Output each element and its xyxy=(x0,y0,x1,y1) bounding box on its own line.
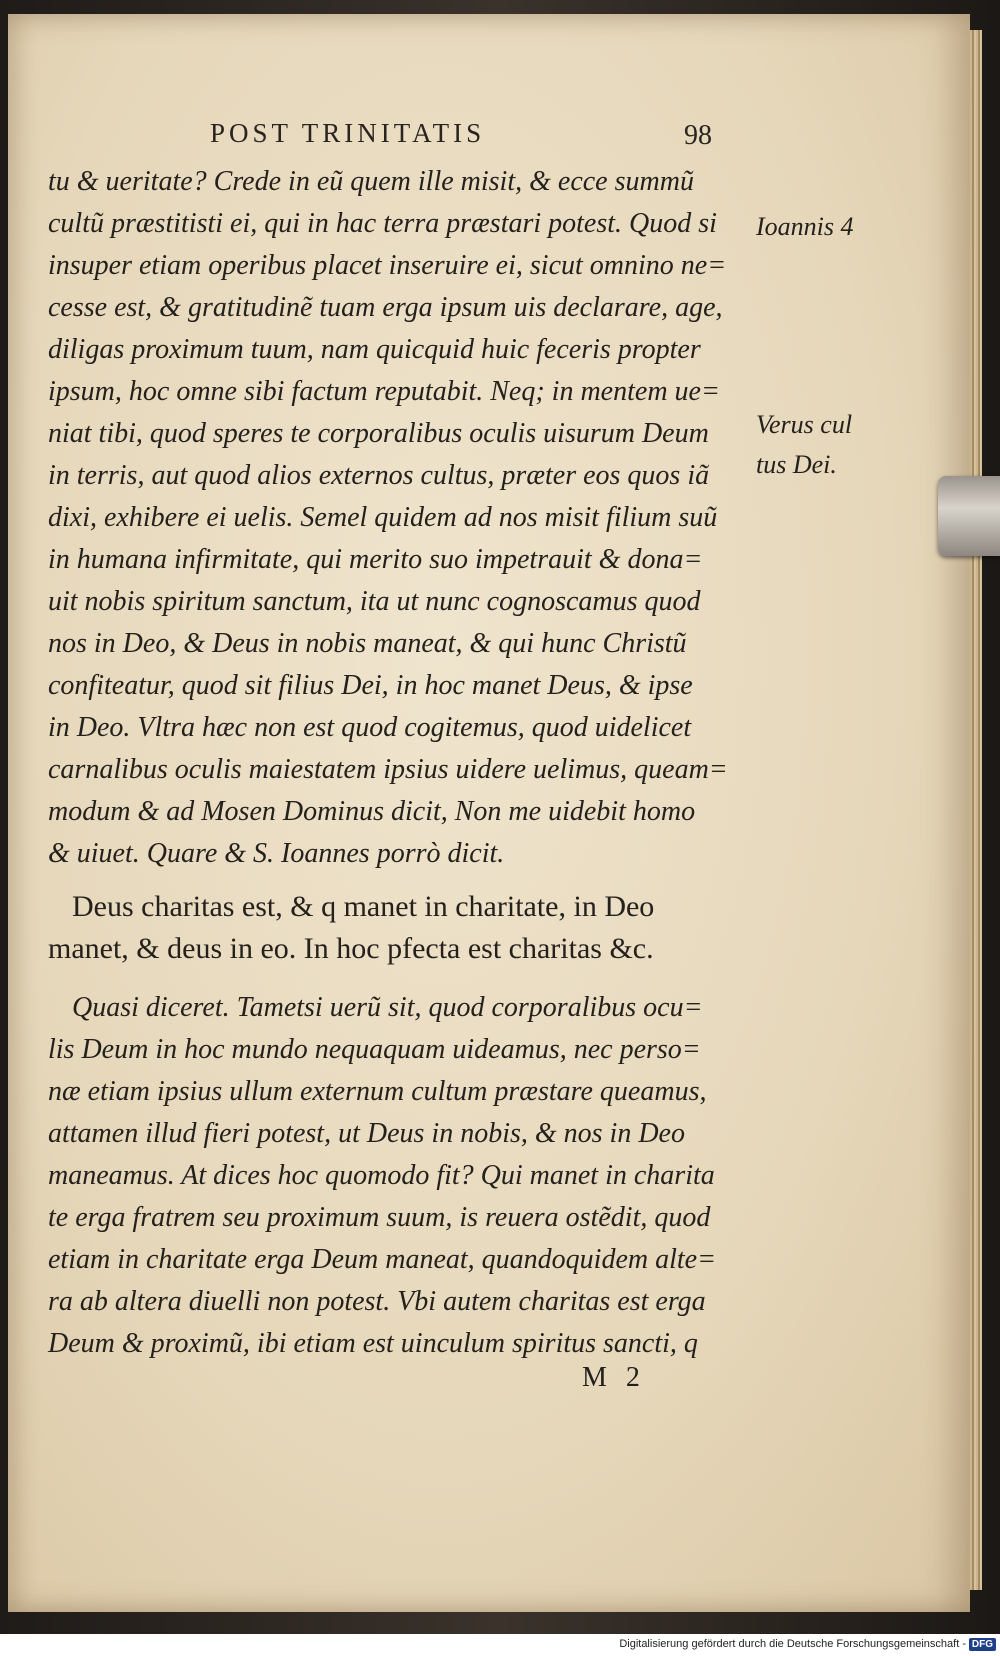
body-line: niat tibi, quod speres te corporalibus oculis uisurum Deum xyxy=(48,418,709,449)
commentary-line: te erga fratrem seu proximum suum, is reuera ostẽdit, quod xyxy=(48,1202,711,1233)
body-line: in terris, aut quod alios externos cultus, præter eos quos iã xyxy=(48,460,710,491)
body-line: & uiuet. Quare & S. Ioannes porrò dicit. xyxy=(48,838,505,869)
commentary-line: attamen illud fieri potest, ut Deus in nobis, & nos in Deo xyxy=(48,1118,685,1149)
signature-mark: M 2 xyxy=(582,1362,646,1393)
margin-note-verus-cultus-1: Verus cul xyxy=(756,410,853,439)
commentary-line: maneamus. At dices hoc quomodo fit? Qui manet in charita xyxy=(48,1160,715,1191)
scripture-line: Deus charitas est, & q manet in charitate, in Deo xyxy=(72,890,655,923)
body-line: cesse est, & gratitudinẽ tuam erga ipsum uis declarare, age, xyxy=(48,292,723,323)
running-head: POST TRINITATIS xyxy=(210,118,486,148)
body-line: insuper etiam operibus placet inseruire ei, sicut omnino ne= xyxy=(48,250,727,281)
commentary-line: ra ab altera diuelli non potest. Vbi autem charitas est erga xyxy=(48,1286,706,1317)
dfg-logo: DFG xyxy=(969,1638,996,1651)
body-line: in Deo. Vltra hæc non est quod cogitemus, quod uidelicet xyxy=(48,712,692,743)
body-line: uit nobis spiritum sanctum, ita ut nunc cognoscamus quod xyxy=(48,586,701,617)
margin-note-verus-cultus-2: tus Dei. xyxy=(756,450,837,479)
body-line: ipsum, hoc omne sibi factum reputabit. Neq; in mentem ue= xyxy=(48,376,720,407)
commentary-line: næ etiam ipsius ullum externum cultum præstare queamus, xyxy=(48,1076,707,1107)
body-line: modum & ad Mosen Dominus dicit, Non me uidebit homo xyxy=(48,796,696,827)
commentary-line: Deum & proximũ, ibi etiam est uinculum spiritus sancti, q xyxy=(48,1328,698,1359)
body-line: nos in Deo, & Deus in nobis maneat, & qui hunc Christũ xyxy=(48,628,687,659)
body-line: confiteatur, quod sit filius Dei, in hoc manet Deus, & ipse xyxy=(48,670,693,701)
commentary-line: Quasi diceret. Tametsi uerũ sit, quod corporalibus ocu= xyxy=(72,992,703,1023)
body-line: in humana infirmitate, qui merito suo impetrauit & dona= xyxy=(48,544,703,575)
margin-note-ioannis: Ioannis 4 xyxy=(756,212,854,241)
body-line: carnalibus oculis maiestatem ipsius uidere uelimus, queam= xyxy=(48,754,728,785)
commentary-line: etiam in charitate erga Deum maneat, quandoquidem alte= xyxy=(48,1244,716,1275)
folio-number: 98 xyxy=(684,120,712,151)
commentary-line: lis Deum in hoc mundo nequaquam uideamus, nec perso= xyxy=(48,1034,701,1065)
body-line: dixi, exhibere ei uelis. Semel quidem ad nos misit filium suũ xyxy=(48,502,718,533)
footer-credit: Digitalisierung gefördert durch die Deutsche Forschungsgemeinschaft - xyxy=(619,1638,966,1650)
scripture-line: manet, & deus in eo. In hoc pfecta est charitas &c. xyxy=(48,932,654,965)
body-line: cultũ præstitisti ei, qui in hac terra præstari potest. Quod si xyxy=(48,208,717,239)
metal-clasp xyxy=(938,476,1000,556)
body-line: tu & ueritate? Crede in eũ quem ille misit, & ecce summũ xyxy=(48,166,694,197)
body-line: diligas proximum tuum, nam quicquid huic feceris propter xyxy=(48,334,701,365)
